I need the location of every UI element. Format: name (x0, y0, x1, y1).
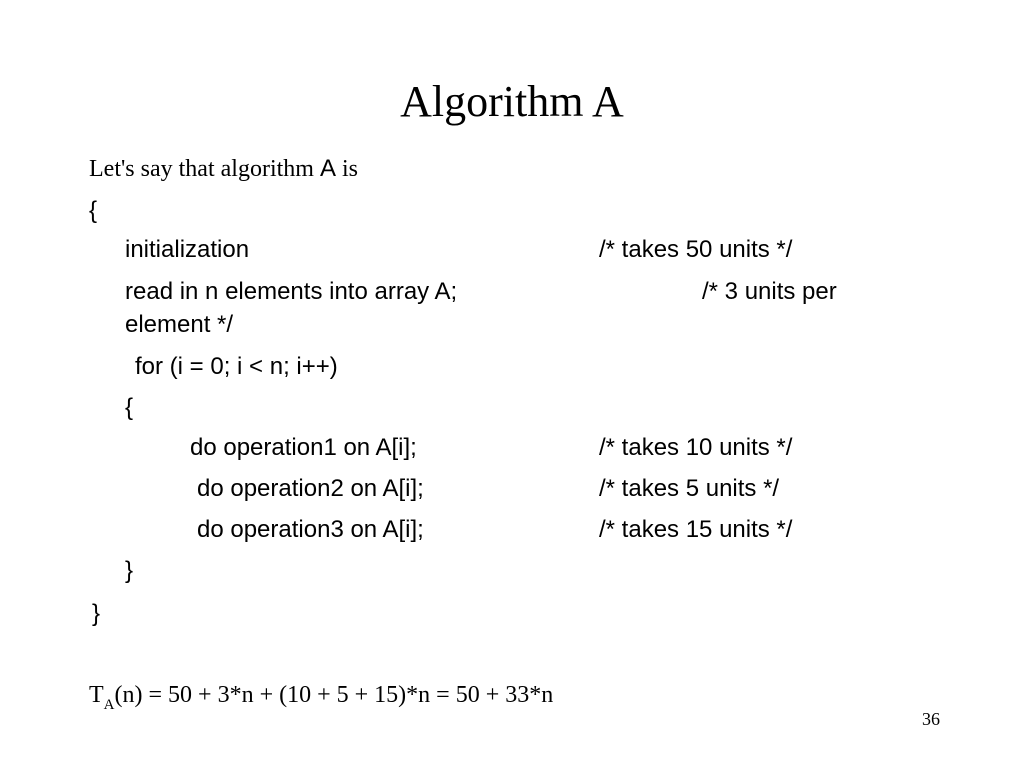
loop-close-brace: } (125, 557, 134, 584)
code-operation2: do operation2 on A[i]; (197, 475, 424, 502)
formula-subscript: A (103, 697, 115, 713)
comment-initialization: /* takes 50 units */ (599, 236, 793, 263)
comment-read: /* 3 units per (702, 278, 837, 305)
intro-line (89, 154, 358, 184)
algorithm-name: A (319, 155, 336, 182)
formula-expression: (n) = 50 + 3*n + (10 + 5 + 15)*n = 50 + 33*n (114, 682, 554, 708)
page-number: 36 (922, 709, 940, 729)
code-for-loop: for (i = 0; i < n; i++) (135, 353, 338, 380)
comment-operation1: /* takes 10 units */ (599, 434, 793, 461)
close-brace: } (92, 600, 101, 627)
slide-title: Algorithm A (400, 77, 624, 126)
runtime-formula (89, 680, 553, 713)
code-initialization: initialization (125, 236, 250, 263)
code-operation3: do operation3 on A[i]; (197, 516, 424, 543)
comment-operation2: /* takes 5 units */ (599, 475, 780, 502)
open-brace: { (89, 197, 98, 224)
comment-read-continued: element */ (125, 311, 234, 338)
intro-text-before: Let's say that algorithm (89, 156, 320, 182)
loop-open-brace: { (125, 394, 134, 421)
code-read-line: read in n elements into array A; (125, 278, 458, 305)
formula-t: T (89, 682, 104, 708)
code-operation1: do operation1 on A[i]; (190, 434, 417, 461)
comment-operation3: /* takes 15 units */ (599, 516, 793, 543)
intro-text-after: is (335, 156, 358, 182)
